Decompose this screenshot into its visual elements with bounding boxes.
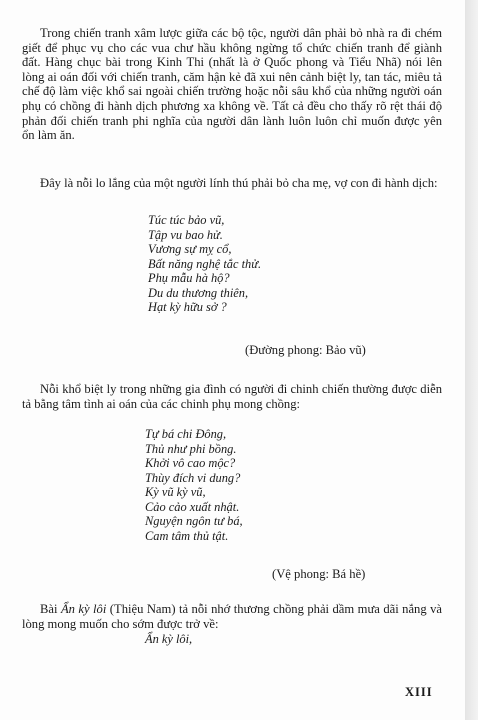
intro-paragraph: Trong chiến tranh xâm lược giữa các bộ tộc, người dân phải bỏ nhà ra đi chém giết để phục vụ cho các vua chư hầu không ngừng tổ chức chiến tranh để giành đất. Hàng chục bài trong Kinh Thi (nhất là ở Quốc phong và Tiểu Nhã) nói lên lòng ai oán đối với chiến tranh, căm hận kẻ đã xui nên cảnh biệt ly, tan tác, miêu tả chế độ làm việc khổ sai ngoài chiến trường hoặc nỗi sâu khổ của những người oán phụ có chồng đi hành dịch phương xa không về. Tất cả đều cho thấy rõ rệt thái độ phản đối chiến tranh phi nghĩa của người dân lành luôn luôn chỉ muốn được yên ổn làm ăn.	[22, 26, 442, 143]
poem-ba-he	[145, 427, 243, 543]
separation-paragraph: Nỗi khổ biệt ly trong những gia đình có người đi chinh chiến thường được diễn tả bằng tâm tình ai oán của các chinh phụ mong chồng:	[22, 382, 442, 411]
poem-line: Kỳ vũ kỳ vũ,	[145, 485, 206, 499]
poem-line: Phụ mẫu hà hộ?	[148, 271, 230, 285]
poem-title: Ẩn kỳ lôi	[60, 602, 107, 616]
page-edge	[465, 0, 478, 720]
paragraph-suffix: (Thiệu Nam) tả nỗi nhớ thương chồng phải dầm mưa dãi nắng và lòng mong muốn cho sớm được trở về:	[22, 602, 442, 631]
poem-line: Cảo cảo xuất nhật.	[145, 499, 240, 514]
poem-line: Tập vu bao hử.	[148, 227, 223, 242]
poem-line: Du du thương thiên,	[148, 285, 249, 300]
poem-line: Khởi vô cao mộc?	[145, 456, 236, 470]
poem-line: Ẩn kỳ lôi,	[145, 632, 193, 646]
soldier-paragraph: Đây là nỗi lo lắng của một người lính thú phải bỏ cha mẹ, vợ con đi hành dịch:	[40, 176, 438, 190]
poem-line: Túc túc bảo vũ,	[148, 213, 225, 227]
poem-an-ky-loi	[145, 632, 192, 647]
poem-line: Bất năng nghệ tắc thử.	[148, 256, 262, 271]
page-number: XIII	[405, 685, 433, 699]
an-ky-loi-paragraph	[22, 602, 442, 631]
poem-line: Hạt kỳ hữu sở ?	[148, 300, 227, 314]
source-citation-bao-vu: (Đường phong: Bảo vũ)	[245, 343, 366, 357]
poem-line: Cam tâm thủ tật.	[145, 528, 229, 543]
poem-line: Thùy đích vi dung?	[145, 470, 241, 485]
poem-line: Thủ như phi bồng.	[145, 441, 237, 456]
poem-line: Nguyện ngôn tư bá,	[145, 514, 243, 528]
paragraph-prefix: Bài	[40, 602, 61, 616]
source-citation-ba-he: (Vệ phong: Bá hề)	[272, 567, 366, 581]
poem-line: Vương sự mỵ cổ,	[148, 242, 232, 256]
poem-bao-vu	[148, 213, 261, 315]
poem-line: Tự bá chi Đông,	[145, 427, 227, 441]
